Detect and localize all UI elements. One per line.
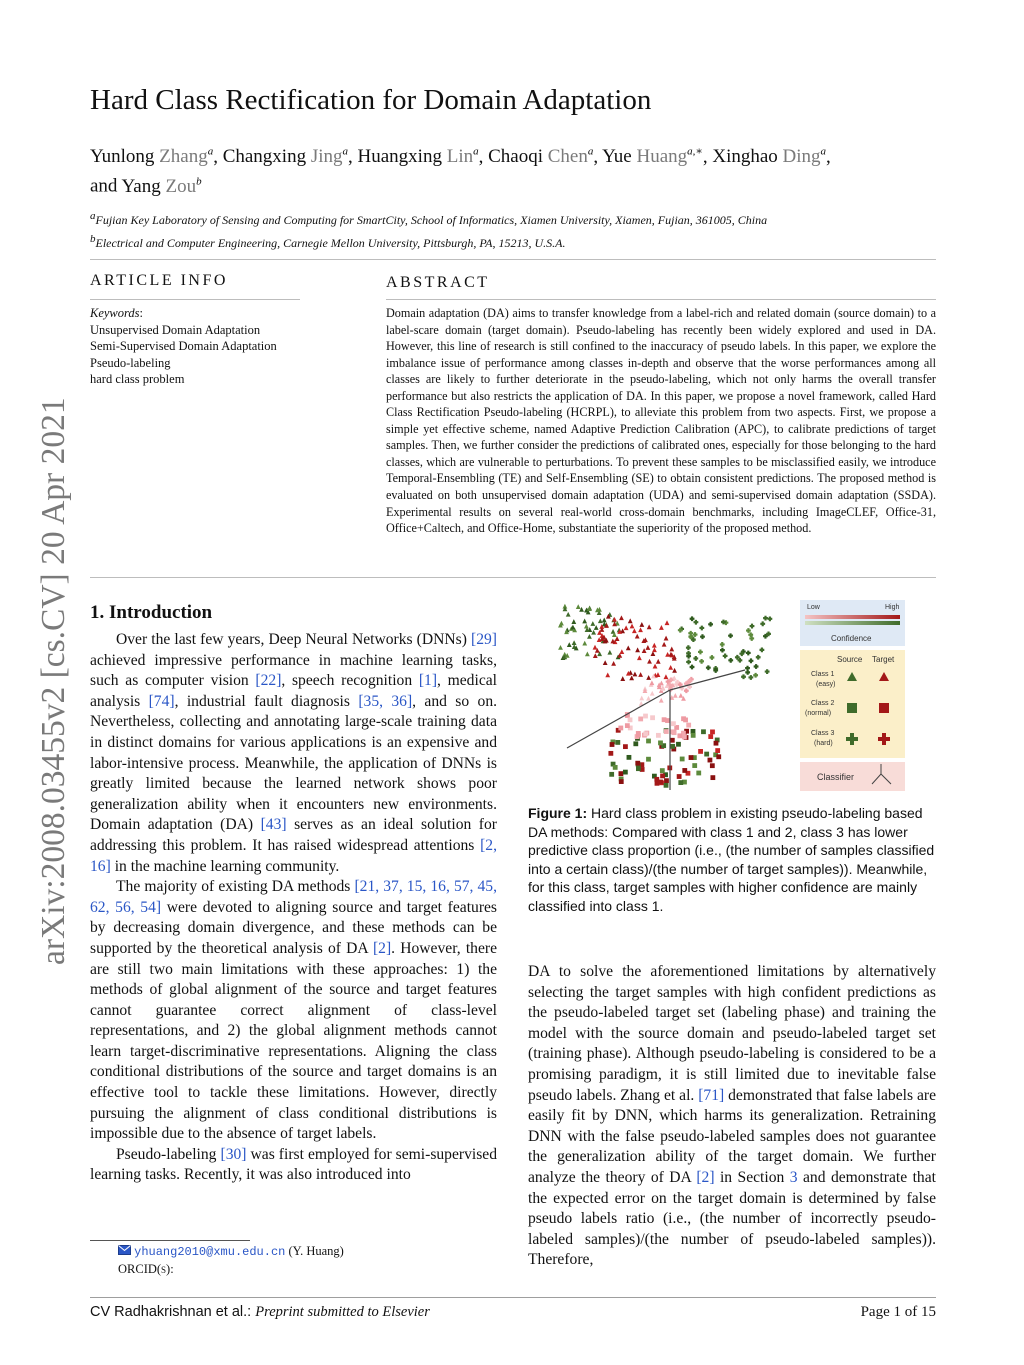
scatter-point xyxy=(602,618,607,623)
author: Xinghao Ding$^a$ xyxy=(712,146,827,168)
scatter-point xyxy=(612,617,617,622)
keyword: Pseudo-labeling xyxy=(90,355,171,370)
scatter-point xyxy=(696,771,701,776)
scatter-point xyxy=(566,612,571,617)
author-email-link[interactable]: yhuang2010@xmu.edu.cn xyxy=(134,1245,286,1259)
scatter-point xyxy=(633,741,638,746)
scatter-point xyxy=(636,766,641,771)
figure-1-graphic xyxy=(555,598,907,793)
source-square-icon xyxy=(847,703,857,713)
scatter-point xyxy=(635,761,640,766)
page-number: Page 1 of 15 xyxy=(860,1304,936,1320)
scatter-point xyxy=(659,681,664,686)
scatter-point xyxy=(647,624,652,629)
scatter-point xyxy=(660,774,665,779)
citation-link[interactable]: [2] xyxy=(696,1168,715,1186)
scatter-point xyxy=(691,733,696,738)
legend-class3: Class 3 xyxy=(811,730,835,737)
scatter-point xyxy=(676,742,681,747)
scatter-point xyxy=(650,691,655,696)
scatter-point xyxy=(704,752,709,757)
legend-class1: Class 1 xyxy=(811,671,835,678)
scatter-point xyxy=(584,624,589,629)
scatter-point xyxy=(635,647,640,652)
scatter-point xyxy=(668,665,673,670)
author-list: Yunlong Zhang$^a$, Changxing Jing$^a$, Huangxing Lin$^a$, Chaoqi Chen$^a$, Yue Huang$^{a,∗}$, Xinghao Ding$^a$, and Yang Zou$^b$ xyxy=(90,146,831,197)
scatter-point xyxy=(759,647,764,652)
legend-class1-sub: (easy) xyxy=(816,681,836,688)
citation-link[interactable]: [30] xyxy=(220,1145,247,1163)
scatter-point xyxy=(652,647,657,652)
keyword: Unsupervised Domain Adaptation xyxy=(90,322,261,337)
scatter-point xyxy=(558,645,563,650)
confidence-gradient-green xyxy=(805,621,900,625)
figure-1-caption xyxy=(528,804,938,916)
scatter-point xyxy=(684,688,689,693)
scatter-point xyxy=(693,632,698,637)
scatter-point xyxy=(664,636,669,641)
scatter-point xyxy=(643,732,648,737)
scatter-point xyxy=(643,714,648,719)
scatter-point xyxy=(613,765,618,770)
scatter-point xyxy=(760,621,765,626)
keywords-label: Keywords xyxy=(90,306,140,320)
citation-link[interactable]: 3 xyxy=(789,1168,798,1186)
scatter-point xyxy=(637,655,642,660)
scatter-point xyxy=(572,640,577,645)
legend-high: High xyxy=(885,604,900,611)
confidence-label: Confidence xyxy=(831,634,872,643)
scatter-point xyxy=(642,648,647,653)
target-square-icon xyxy=(879,703,889,713)
arxiv-id: arXiv:2008.03455v2 [cs.CV] 20 Apr 2021 xyxy=(35,397,72,965)
scatter-point xyxy=(635,634,640,639)
scatter-point xyxy=(656,733,661,738)
affiliation-b: $^b$Electrical and Computer Engineering, Carnegie Mellon University, Pittsburgh, PA, 15213, U.S.A. xyxy=(90,233,566,250)
author: Huangxing Lin$^a$ xyxy=(357,146,479,168)
scatter-point xyxy=(610,742,615,747)
scatter-point xyxy=(638,717,643,722)
scatter-point xyxy=(655,781,660,786)
scatter-point xyxy=(716,754,721,759)
scatter-point xyxy=(690,616,695,621)
abstract-rule xyxy=(386,299,936,300)
paper-title: Hard Class Rectification for Domain Adaptation xyxy=(90,84,652,116)
scatter-point xyxy=(636,733,641,738)
scatter-point xyxy=(638,672,643,677)
scatter-point xyxy=(720,648,725,653)
scatter-point xyxy=(632,628,637,633)
email-icon xyxy=(118,1245,131,1255)
citation-link[interactable]: [21, 37, 15, 16, 57, 45, 62, 56, 54] xyxy=(90,878,498,916)
citation-link[interactable]: [2] xyxy=(372,939,392,957)
scatter-point xyxy=(619,615,624,620)
scatter-point xyxy=(710,763,715,768)
scatter-point xyxy=(608,751,613,756)
scatter-point xyxy=(672,730,677,735)
scatter-point xyxy=(677,774,682,779)
legend-class2-sub: (normal) xyxy=(805,710,832,717)
scatter-point xyxy=(710,729,715,734)
scatter-point xyxy=(623,770,628,775)
scatter-point xyxy=(756,655,761,660)
scatter-point xyxy=(646,675,651,680)
keyword: Semi-Supervised Domain Adaptation xyxy=(90,339,277,353)
scatter-point xyxy=(618,726,623,731)
scatter-point xyxy=(656,659,661,664)
citation-link[interactable]: [1] xyxy=(418,672,438,690)
scatter-point xyxy=(650,715,655,720)
paragraph: Pseudo-labeling [30] was first employed for semi-supervised learning tasks. Recently, it was also introduced into xyxy=(90,1145,498,1184)
scatter-point xyxy=(665,620,670,625)
scatter-point xyxy=(728,658,733,663)
scatter-point xyxy=(686,660,691,665)
abstract-text: Domain adaptation (DA) aims to transfer knowledge from a label-rich and related domain (source domain) to a label-scare domain (target domain). Pseudo-labeling has recently been widely explored and used in DA. However, this line of research is still confined to the inaccuracy of pseudo labels. In this paper, we explore the imbalance issue of performance among classes in-depth and observe that the worse performances among all classes are likely to further deteriorate in the pseudo-labeling, which not only harms the overall transfer performance but also restricts the application of DA. In this paper, we propose a novel framework, called Hard Class Rectification Pseudo-labeling (HCRPL), to alleviate this problem from two aspects. First, we propose a simple yet effective scheme, named Adaptive Prediction Calibration (APC), to calibrate predictions of target samples. Then, we further consider the predictions of calibrated ones, especially for those belonging to the hard classes, which are vulnerable to perturbations. To prevent these samples to be misclassified easily, we introduce Temporal-Ensembling (TE) and Self-Ensembling (SE) to obtain consistent predictions. The proposed method is evaluated on both unsupervised domain adaptation (UDA) and semi-supervised domain adaptation (SSDA). Experimental results on several real-world cross-domain benchmarks, including ImageCLEF, Office-31, Office+Caltech, and Office-Home, substantiate the superiority of the proposed method. xyxy=(386,306,936,536)
scatter-point xyxy=(708,622,713,627)
legend-class3-sub: (hard) xyxy=(814,740,833,747)
scatter-point xyxy=(646,757,651,762)
scatter-point xyxy=(753,673,758,678)
citation-link[interactable]: [2, 16] xyxy=(90,836,497,875)
scatter-point xyxy=(664,778,669,783)
scatter-point xyxy=(767,616,772,621)
scatter-point xyxy=(690,665,695,670)
scatter-point xyxy=(678,780,683,785)
scatter-point xyxy=(662,717,667,722)
scatter-point xyxy=(745,666,750,671)
scatter-point xyxy=(681,716,686,721)
scatter-point xyxy=(686,654,691,659)
decision-boundary xyxy=(670,670,745,690)
scatter-point xyxy=(638,627,643,632)
scatter-point xyxy=(672,668,677,673)
scatter-point xyxy=(700,634,705,639)
scatter-point xyxy=(645,645,650,650)
scatter-point xyxy=(620,676,625,681)
scatter-point xyxy=(673,693,678,698)
right-column xyxy=(528,962,936,1271)
header-divider xyxy=(90,259,936,260)
scatter-point xyxy=(582,641,587,646)
author: Yue Huang$^{a,∗}$ xyxy=(602,146,703,168)
scatter-point xyxy=(765,669,770,674)
scatter-point xyxy=(746,651,751,656)
scatter-point xyxy=(603,660,608,665)
scatter-point xyxy=(611,661,616,666)
scatter-point xyxy=(699,659,704,664)
footnote-rule xyxy=(90,1240,250,1241)
paragraph: The majority of existing DA methods [21, 37, 15, 16, 57, 45, 62, 56, 54] were devoted to aligning source and target features by decreasing domain divergence, and these methods can be supported by the theoretical analysis of DA [2]. However, there are still two main limitations with these approaches: 1) the methods of global alignment of the source and target features cannot guarantee correct alignment of class-level representations, and 2) the global alignment methods cannot learn target-discriminative representations. Aligning the class conditional distributions of the source and target domains is an effective tool to tackle these limitations. However, directly pursuing the alignment of class conditional distributions is impossible due to the absence of target labels. xyxy=(90,878,498,1143)
scatter-point xyxy=(618,771,623,776)
scatter-point xyxy=(593,645,598,650)
citation-link[interactable]: [43] xyxy=(260,816,287,834)
caption-text: Hard class problem in existing pseudo-labeling based DA methods: Compared with class 1 and 2, class 3 has lower predictive class proportion (i.e., (the number of samples classified into a certain class)/(the number of target samples)). Meanwhile, for this class, target samples with higher confidence are mainly classified into class 1. xyxy=(528,805,935,914)
scatter-point xyxy=(646,739,651,744)
citation-link[interactable]: [35, 36] xyxy=(358,692,413,710)
scatter-point xyxy=(706,665,711,670)
scatter-point xyxy=(609,772,614,777)
keywords-block: Keywords: Unsupervised Domain Adaptation Semi-Supervised Domain Adaptation Pseudo-labeling hard class problem xyxy=(90,306,277,386)
scatter-point xyxy=(710,655,715,660)
scatter-point xyxy=(664,674,669,679)
legend-class2: Class 2 xyxy=(811,700,835,707)
scatter-point xyxy=(571,619,576,624)
citation-link[interactable]: [71] xyxy=(698,1086,725,1104)
citation-link[interactable]: [22] xyxy=(255,672,282,690)
figure-label: Figure 1: xyxy=(528,805,588,821)
scatter-point xyxy=(615,740,620,745)
scatter-point xyxy=(619,649,624,654)
scatter-point xyxy=(664,783,669,788)
scatter-point xyxy=(741,674,746,679)
scatter-point xyxy=(754,664,759,669)
legend-source: Source xyxy=(837,655,863,664)
author: Chaoqi Chen$^a$ xyxy=(488,146,594,168)
scatter-point xyxy=(763,616,768,621)
scatter-point xyxy=(670,738,675,743)
affiliation-a: $^a$Fujian Key Laboratory of Sensing and Computing for SmartCity, School of Informatics, Xiamen University, Xiamen, Fujian, 361005, China xyxy=(90,210,768,227)
scatter-point xyxy=(646,696,651,701)
legend-low: Low xyxy=(807,604,820,611)
scatter-point xyxy=(593,653,598,658)
scatter-point xyxy=(692,763,697,768)
abstract-divider xyxy=(90,577,936,578)
scatter-point xyxy=(633,672,638,677)
scatter-point xyxy=(750,624,755,629)
scatter-point xyxy=(630,624,635,629)
scatter-point xyxy=(591,630,596,635)
scatter-point xyxy=(567,642,572,647)
scatter-point xyxy=(647,659,652,664)
scatter-point xyxy=(715,748,720,753)
feature-scatter-plot xyxy=(558,604,772,788)
scatter-point xyxy=(628,717,633,722)
scatter-point xyxy=(671,721,676,726)
arxiv-stamp xyxy=(20,360,78,970)
scatter-point xyxy=(659,625,664,630)
scatter-point xyxy=(639,696,644,701)
keyword: hard class problem xyxy=(90,372,185,386)
scatter-point xyxy=(653,664,658,669)
running-footer: CV Radhakrishnan et al.: Preprint submitted to Elsevier xyxy=(90,1304,430,1320)
confidence-gradient-red xyxy=(805,615,900,619)
scatter-point xyxy=(650,680,655,685)
scatter-point xyxy=(723,654,728,659)
scatter-point xyxy=(698,749,703,754)
scatter-point xyxy=(670,744,675,749)
scatter-point xyxy=(746,628,751,633)
citation-link[interactable]: [29] xyxy=(471,631,497,648)
scatter-point xyxy=(605,672,610,677)
article-info-rule xyxy=(90,299,300,300)
author: Yunlong Zhang$^a$ xyxy=(90,146,214,168)
scatter-point xyxy=(714,741,719,746)
scatter-point xyxy=(748,675,753,680)
scatter-point xyxy=(749,658,754,663)
scatter-point xyxy=(680,757,685,762)
scatter-point xyxy=(669,647,674,652)
left-column xyxy=(90,630,497,1186)
author: Yang Zou$^b$ xyxy=(121,175,202,197)
scatter-point xyxy=(623,744,628,749)
scatter-point xyxy=(720,642,725,647)
scatter-point xyxy=(639,622,644,627)
scatter-point xyxy=(745,670,750,675)
scatter-point xyxy=(699,626,704,631)
scatter-point xyxy=(607,650,612,655)
legend-target: Target xyxy=(872,655,895,664)
scatter-point xyxy=(626,645,631,650)
scatter-point xyxy=(582,619,587,624)
scatter-point xyxy=(576,604,581,609)
scatter-point xyxy=(585,651,590,656)
scatter-point xyxy=(710,775,715,780)
scatter-point xyxy=(658,740,663,745)
scatter-point xyxy=(728,633,733,638)
paragraph: Over the last few years, Deep Neural Networks (DNNs) [29] achieved impressive performance in machine learning tasks, such as computer vision [22], speech recognition [1], medical analysis [74], industrial fault diagnosis [35, 36], and so on. Nevertheless, collecting and annotating large-scale training data in distinct domains for various applications is an expensive and labor-intensive process. Meanwhile, the application of DNNs is greatly limited because the learned network shows poor generalization ability when it encounters new environments. Domain adaptation (DA) [43] serves as an ideal solution for addressing this problem. It has raised widespread attentions [2, 16] in the machine learning community. xyxy=(90,631,498,875)
paragraph: DA to solve the aforementioned limitations by alternatively selecting the target samples with high confident predictions as the pseudo-labeled target set (labeling phase) and training the model with the source domain and pseudo-labeled target set (training phase). Although pseudo-labeling is considered to be a promising paradigm, it is still limited due to inevitable false pseudo labels. Zhang et al. [71] demonstrated that false labels are easily fit by DNN, which harms its generalization. Retraining DNN with the false pseudo-labeled samples does not guarantee the generalization ability of the target domain. We further analyze the theory of DA [2] in Section 3 and demonstrate that the expected error on the target domain is determined by false pseudo labels ratio (i.e., (the number of incorrectly pseudo-labeled samples)/(the number of pseudo-labeled samples)). Therefore, xyxy=(528,963,936,1269)
classifier-label: Classifier xyxy=(817,772,855,782)
authors-and: and xyxy=(90,175,122,197)
scatter-point xyxy=(619,779,624,784)
scatter-point xyxy=(677,733,682,738)
scatter-point xyxy=(689,755,694,760)
scatter-point xyxy=(627,755,632,760)
scatter-point xyxy=(625,723,630,728)
scatter-point xyxy=(682,768,687,773)
scatter-point xyxy=(587,634,592,639)
scatter-point xyxy=(708,758,713,763)
scatter-point xyxy=(708,734,713,739)
scatter-point xyxy=(664,729,669,734)
scatter-point xyxy=(694,620,699,625)
figure-1 xyxy=(555,598,907,793)
scatter-point xyxy=(659,698,664,703)
article-info-heading: ARTICLE INFO xyxy=(90,272,228,289)
scatter-point xyxy=(662,642,667,647)
scatter-point xyxy=(693,656,698,661)
scatter-point xyxy=(628,618,633,623)
scatter-point xyxy=(598,618,603,623)
scatter-point xyxy=(686,645,691,650)
scatter-point xyxy=(698,650,703,655)
scatter-point xyxy=(678,693,683,698)
scatter-point xyxy=(701,729,706,734)
abstract-heading: ABSTRACT xyxy=(386,274,490,291)
affiliations xyxy=(90,207,950,253)
citation-link[interactable]: [74] xyxy=(148,692,175,710)
scatter-point xyxy=(686,723,691,728)
section-heading-introduction: 1. Introduction xyxy=(90,602,213,623)
author: Changxing Jing$^a$ xyxy=(222,146,349,168)
footnote: yhuang2010@xmu.edu.cn (Y. Huang) ORCID(s): xyxy=(118,1244,344,1276)
scatter-point xyxy=(652,643,657,648)
scatter-point xyxy=(590,621,595,626)
scatter-point xyxy=(660,768,665,773)
scatter-point xyxy=(624,625,629,630)
footer-rule xyxy=(90,1297,936,1298)
orcid-line: ORCID(s): xyxy=(118,1262,174,1276)
